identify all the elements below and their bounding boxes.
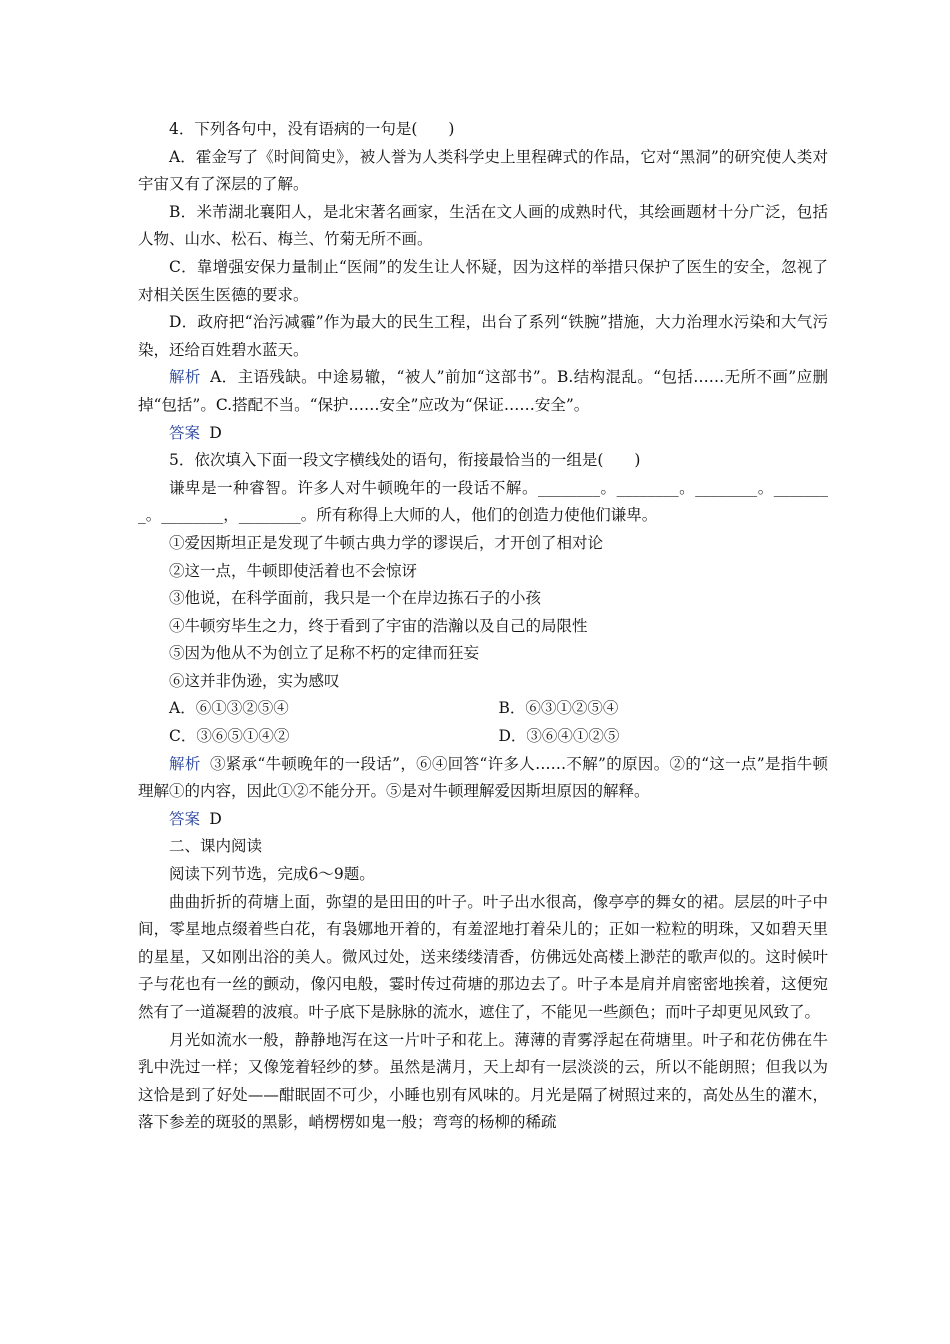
section-instruction: 阅读下列节选，完成6～9题。 [169, 865, 375, 884]
reading-paragraph-1: 曲曲折折的荷塘上面，弥望的是田田的叶子。叶子出水很高，像亭亭的舞女的裙。层层的叶子中间，零星地点缀着些白花，有袅娜地开着的，有羞涩地打着朵儿的；正如一粒粒的明珠，又如碧天里的星星，又如刚出浴的美人。微风过处，送来缕缕清香，仿佛远处高楼上渺茫的歌声似的。这时候叶子与花也有一丝的颤动，像闪电般，霎时传过荷塘的那边去了。叶子本是肩并肩密密地挨着，这便宛然有了一道凝碧的波痕。叶子底下是脉脉的流水，遮住了，不能见一些颜色；而叶子却更见风致了。 [138, 892, 828, 1021]
document-page [138, 116, 828, 1137]
q5-options-row-1 [138, 695, 828, 723]
q5-item-4: ④牛顿穷毕生之力，终于看到了宇宙的浩瀚以及自己的局限性 [169, 616, 588, 635]
q5-option-d: D．③⑥④①②⑤ [498, 727, 620, 746]
q4-analysis [138, 364, 828, 419]
section-heading: 二、课内阅读 [169, 837, 263, 856]
q5-analysis-text: ③紧承“牛顿晚年的一段话”，⑥④回答“许多人……不解”的原因。②的“这一点”是指牛顿理解①的内容，因此①②不能分开。⑤是对牛顿理解爱因斯坦原因的解释。 [138, 754, 828, 801]
q4-answer-text: D [209, 423, 222, 442]
q4-answer [138, 420, 828, 448]
q5-option-a: A．⑥①③②⑤④ [169, 699, 289, 718]
q5-options-row-2 [138, 723, 828, 751]
q5-option-b: B．⑥③①②⑤④ [498, 699, 619, 718]
q4-option-c: C．靠增强安保力量制止“医闹”的发生让人怀疑，因为这样的举措只保护了医生的安全，忽视了对相关医生医德的要求。 [138, 257, 828, 304]
q5-stem: 5．依次填入下面一段文字横线处的语句，衔接最恰当的一组是( ) [169, 451, 641, 470]
q4-analysis-text: A．主语残缺。中途易辙，“被人”前加“这部书”。B.结构混乱。“包括……无所不画”应删掉“包括”。C.搭配不当。“保护……安全”应改为“保证……安全”。 [138, 368, 828, 414]
q5-analysis [138, 751, 828, 806]
q5-answer [138, 806, 828, 834]
q4-option-b: B．米芾湖北襄阳人，是北宋著名画家，生活在文人画的成熟时代，其绘画题材十分广泛，包括人物、山水、松石、梅兰、竹菊无所不画。 [138, 202, 828, 249]
answer-label: 答案 [169, 423, 201, 442]
q5-option-c: C．③⑥⑤①④② [169, 727, 290, 746]
answer-label: 答案 [169, 809, 201, 828]
q5-item-2: ②这一点，牛顿即使活着也不会惊讶 [169, 561, 418, 580]
q5-item-1: ①爱因斯坦正是发现了牛顿古典力学的谬误后，才开创了相对论 [169, 533, 604, 552]
q4-stem: 4．下列各句中，没有语病的一句是( ) [169, 120, 455, 138]
q5-item-6: ⑥这并非伪逊，实为感叹 [169, 671, 340, 690]
reading-paragraph-2: 月光如流水一般，静静地泻在这一片叶子和花上。薄薄的青雾浮起在荷塘里。叶子和花仿佛在牛乳中洗过一样；又像笼着轻纱的梦。虽然是满月，天上却有一层淡淡的云，所以不能朗照；但我以为这恰是到了好处——酣眠固不可少，小睡也别有风味的。月光是隔了树照过来的，高处丛生的灌木，落下参差的斑驳的黑影，峭楞楞如鬼一般；弯弯的杨柳的稀疏 [138, 1030, 828, 1132]
analysis-label: 解析 [169, 754, 201, 773]
q5-item-3: ③他说，在科学面前，我只是一个在岸边拣石子的小孩 [169, 589, 542, 608]
q5-item-5: ⑤因为他从不为创立了足称不朽的定律而狂妄 [169, 644, 480, 663]
q4-option-a: A．霍金写了《时间简史》，被人誉为人类科学史上里程碑式的作品，它对“黑洞”的研究使人类对宇宙又有了深层的了解。 [138, 147, 828, 194]
q5-answer-text: D [209, 809, 222, 828]
q4-option-d: D．政府把“治污减霾”作为最大的民生工程，出台了系列“铁腕”措施，大力治理水污染和大气污染，还给百姓碧水蓝天。 [138, 313, 828, 359]
analysis-label: 解析 [169, 368, 201, 387]
q5-passage: 谦卑是一种睿智。许多人对牛顿晚年的一段话不解。________。________。________。________。________，________。所有称得上大师的人，他们的创造力使他们谦卑。 [138, 478, 828, 525]
